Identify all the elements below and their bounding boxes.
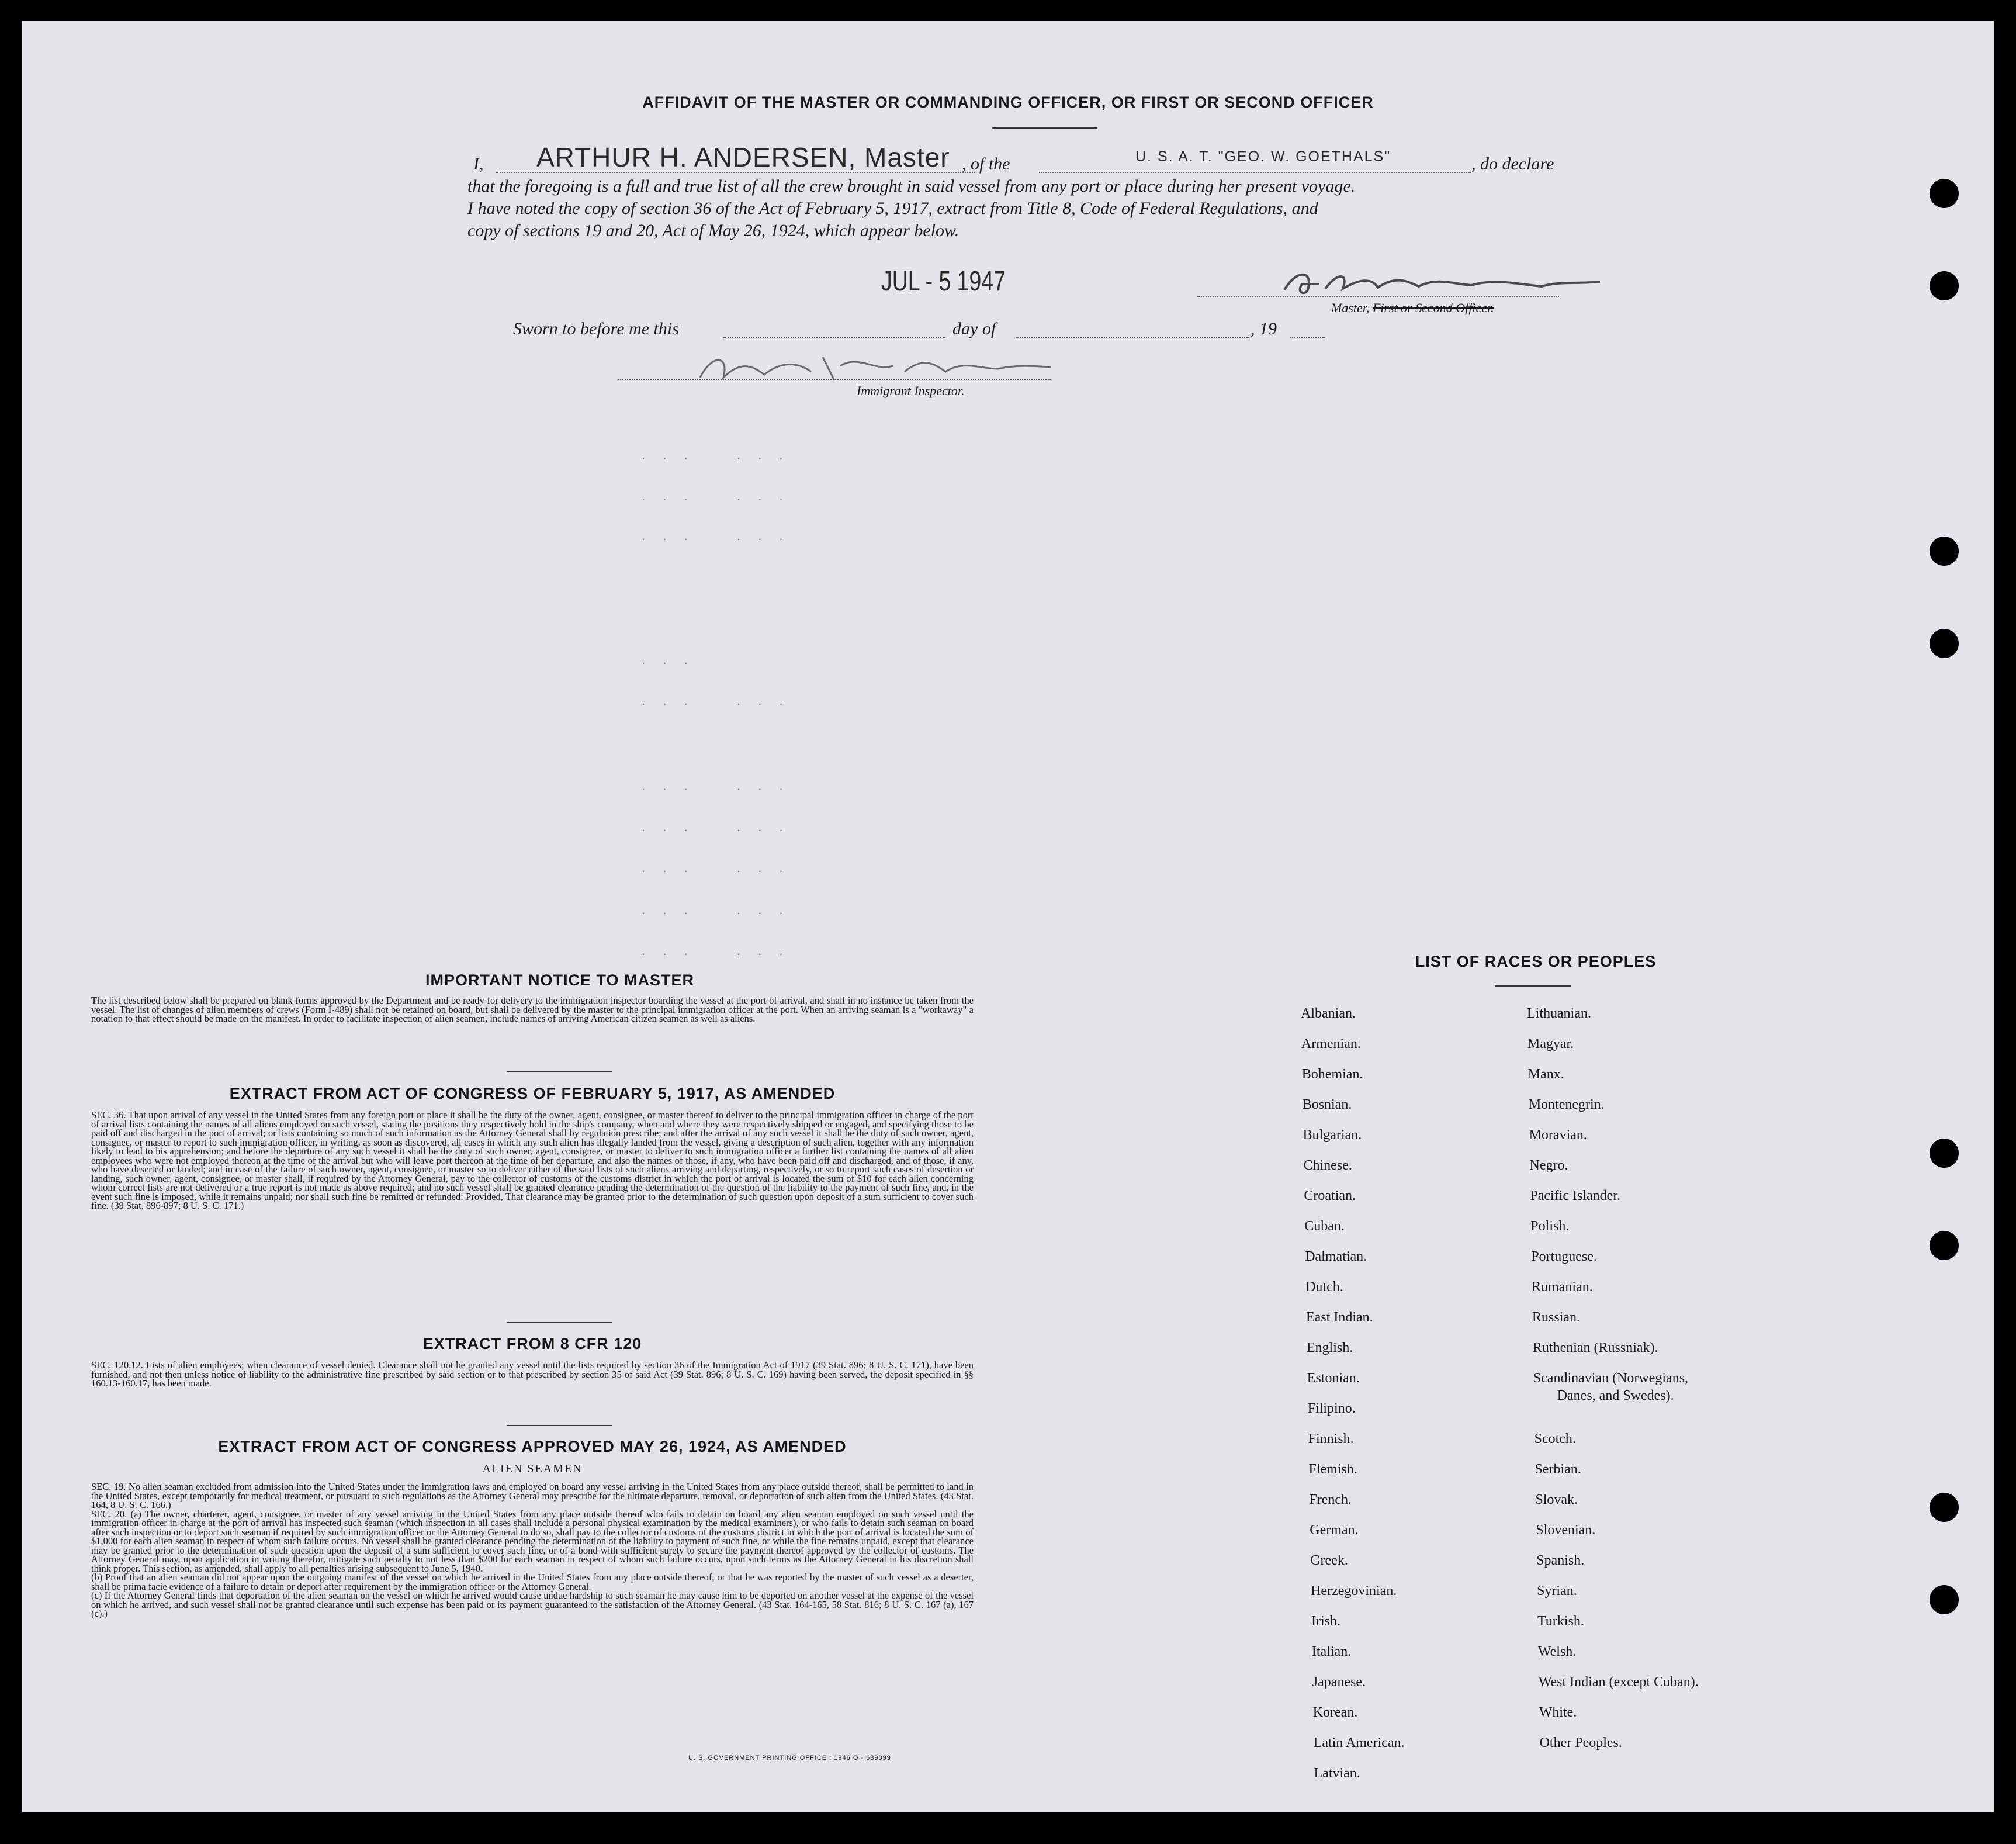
race-item: Serbian. (1534, 1462, 1581, 1477)
race-item: Other Peoples. (1539, 1735, 1622, 1750)
master-name: ARTHUR H. ANDERSEN, Master (536, 142, 950, 172)
race-item: Latvian. (1314, 1766, 1360, 1781)
race-item: German. (1310, 1523, 1359, 1538)
master-signature-line (1197, 296, 1559, 297)
notice-rule (507, 1071, 612, 1072)
extract1-title: EXTRACT FROM ACT OF CONGRESS OF FEBRUARY 5, 1917, AS AMENDED (229, 1085, 836, 1102)
race-item: Chinese. (1303, 1158, 1352, 1173)
title-rule (992, 127, 1097, 129)
race-item: Greek. (1310, 1553, 1348, 1568)
document-page (22, 21, 1994, 1812)
race-item: Moravian. (1529, 1127, 1587, 1143)
sworn-day-line (723, 337, 945, 338)
race-item: Spanish. (1536, 1553, 1585, 1568)
punch-hole-3 (1930, 537, 1959, 566)
faint-marks-1: . . . . . . (642, 448, 790, 462)
faint-marks-4: . . . (642, 652, 695, 667)
race-item: Bulgarian. (1303, 1127, 1362, 1143)
faint-marks-8: . . . . . . (642, 860, 790, 875)
year-text: , 19 (1251, 319, 1277, 338)
race-item: Scotch. (1534, 1431, 1576, 1447)
do-declare-text: , do declare (1471, 154, 1554, 174)
inspector-signature-line (618, 379, 1051, 380)
race-item: Welsh. (1537, 1644, 1577, 1659)
extract3-title: EXTRACT FROM ACT OF CONGRESS APPROVED MAY 26, 1924, AS AMENDED (218, 1438, 847, 1455)
punch-hole-4 (1930, 629, 1959, 658)
extract1-rule (507, 1322, 612, 1323)
faint-marks-7: . . . . . . (642, 819, 790, 834)
stamp-date: JUL - 5 1947 (881, 266, 1006, 297)
inspector-caption: Immigrant Inspector. (857, 383, 965, 398)
race-item: Montenegrin. (1528, 1097, 1605, 1112)
race-item: Albanian. (1301, 1006, 1356, 1021)
race-item: Polish. (1530, 1219, 1570, 1234)
punch-hole-5 (1930, 1139, 1959, 1168)
race-item: Negro. (1529, 1158, 1568, 1173)
affidavit-title: AFFIDAVIT OF THE MASTER OR COMMANDING OFFICER, OR FIRST OR SECOND OFFICER (642, 94, 1374, 111)
race-item: Lithuanian. (1527, 1006, 1591, 1021)
race-item: Bohemian. (1301, 1067, 1363, 1082)
faint-marks-9: . . . . . . (642, 902, 790, 917)
of-the-text: , of the (962, 154, 1010, 174)
punch-hole-2 (1930, 271, 1959, 300)
affidavit-line-3: I have noted the copy of section 36 of the Act of February 5, 1917, extract from Title 8, Code of Federal Regulations, and (467, 199, 1318, 218)
affidavit-i: I, (473, 154, 484, 174)
punch-hole-7 (1930, 1493, 1959, 1522)
race-item: Danes, and Swedes). (1557, 1388, 1674, 1403)
name-line (496, 172, 975, 173)
race-item: Filipino. (1307, 1401, 1356, 1416)
race-item: Scandinavian (Norwegians, (1533, 1371, 1689, 1386)
faint-marks-10: . . . . . . (642, 943, 790, 958)
master-caption-struck: First or Second Officer. (1372, 300, 1494, 315)
race-item: French. (1309, 1492, 1352, 1507)
races-title: LIST OF RACES OR PEOPLES (1415, 953, 1657, 970)
notice-body: The list described below shall be prepared on blank forms approved by the Department and be ready for delivery to the immigration inspector boarding the vessel at the port of arrival, and shall in no instance be taken from the vessel. The list of changes of alien members of crews (Form I-489) shall not be retained on board, but shall be delivered by the master to the principal immigration officer at the port. When an arriving seaman is a "workaway" a notation to that effect should be made on the manifest. In order to facilitate inspection of alien seamen, include names of arriving American citizen seamen as well as aliens. (91, 995, 974, 1024)
faint-marks-2: . . . . . . (642, 489, 790, 503)
race-item: Flemish. (1308, 1462, 1357, 1477)
race-item: Estonian. (1307, 1371, 1360, 1386)
extract3-subtitle: ALIEN SEAMEN (482, 1462, 583, 1475)
race-item: Slovak. (1535, 1492, 1578, 1507)
day-of-text: day of (952, 319, 996, 338)
sworn-month-line (1016, 337, 1249, 338)
notice-title: IMPORTANT NOTICE TO MASTER (425, 971, 694, 989)
race-item: Korean. (1312, 1705, 1358, 1720)
extract2-body: SEC. 120.12. Lists of alien employees; when clearance of vessel denied. Clearance shall not be granted any vessel until the lists required by section 36 of the Immigration Act of 1917 (39 Stat. 896; 8 U. S. C. 171), have been furnished, and not then unless notice of liability to the administrative fine prescribed by said section or to that prescribed by section 35 of said Act (39 Stat. 896; 8 U. S. C. 169) having been served, the deposit specified in §§ 160.13-160.17, has been made. (91, 1359, 974, 1389)
race-item: Cuban. (1304, 1219, 1345, 1234)
race-item: Finnish. (1308, 1431, 1354, 1447)
punch-hole-6 (1930, 1231, 1959, 1260)
race-item: Turkish. (1537, 1614, 1584, 1629)
affidavit-line-4: copy of sections 19 and 20, Act of May 26, 1924, which appear below. (467, 221, 959, 240)
faint-marks-5: . . . . . . (642, 693, 790, 708)
extract2-title: EXTRACT FROM 8 CFR 120 (422, 1335, 642, 1352)
faint-marks-3: . . . . . . (642, 528, 790, 543)
race-item: West Indian (except Cuban). (1538, 1675, 1699, 1690)
race-item: Dutch. (1305, 1279, 1343, 1295)
extract2-rule (507, 1425, 612, 1426)
race-item: Armenian. (1301, 1036, 1361, 1051)
race-item: White. (1539, 1705, 1577, 1720)
race-item: Latin American. (1313, 1735, 1405, 1750)
vessel-name: U. S. A. T. "GEO. W. GOETHALS" (1135, 148, 1391, 165)
punch-hole-1 (1930, 179, 1959, 208)
race-item: Dalmatian. (1305, 1249, 1367, 1264)
race-item: Italian. (1311, 1644, 1352, 1659)
race-item: Manx. (1527, 1067, 1564, 1082)
races-rule (1495, 985, 1571, 987)
printer-line: U. S. GOVERNMENT PRINTING OFFICE : 1946 O - 689099 (688, 1755, 891, 1762)
affidavit-line-2: that the foregoing is a full and true list of all the crew brought in said vessel from any port or place during her present voyage. (467, 177, 1356, 196)
race-item: East Indian. (1306, 1310, 1373, 1325)
race-item: Russian. (1532, 1310, 1581, 1325)
race-item: Herzegovinian. (1311, 1583, 1397, 1599)
race-item: Irish. (1311, 1614, 1340, 1629)
master-caption-text: Master, (1331, 300, 1370, 315)
race-item: Syrian. (1537, 1583, 1577, 1599)
punch-hole-8 (1930, 1585, 1959, 1614)
faint-marks-6: . . . . . . (642, 779, 790, 793)
race-item: Slovenian. (1536, 1523, 1596, 1538)
sworn-year-line (1290, 337, 1325, 338)
race-item: Pacific Islander. (1530, 1188, 1620, 1203)
race-item: Ruthenian (Russniak). (1532, 1340, 1658, 1355)
race-item: Croatian. (1304, 1188, 1356, 1203)
sworn-text: Sworn to before me this (513, 319, 679, 338)
race-item: Portuguese. (1531, 1249, 1597, 1264)
extract1-body: SEC. 36. That upon arrival of any vessel in the United States from any foreign port or place it shall be the duty of the owner, agent, consignee, or master thereof to deliver to the principal immigration officer in charge of the port of arrival lists containing the names of all aliens employed on such vessel, stating the positions they respectively hold in the ship's company, when and where they were respectively shipped or engaged, and specifying those to be paid off and discharged in the port of arrival; or lists containing so much of such information as the Attorney General shall by regulation prescribe; and after the arrival of any such vessel it shall be the duty of such owner, agent, consignee, or master to report to such immigration officer, in writing, as soon as discovered, all cases in which any such alien has illegally landed from the vessel, giving a description of such alien, together with any information likely to lead to his apprehension; and before the departure of any such vessel it shall be the duty of such owner, agent, consignee, or master to deliver to such immigration officer a further list containing the names of all alien employees who were not employed thereon at the time of the arrival but who will leave port thereon at the time of her departure, and also the names of those, if any, who have been paid off and discharged, and of those, if any, who have deserted or landed; and in case of the failure of such owner, agent, consignee, or master so to deliver either of the said lists of such aliens arriving and departing, respectively, or so to report such cases of desertion or landing, such owner, agent, consignee, or master shall, if required by the Attorney General, pay to the collector of customs of the customs district in which the port of arrival is located the sum of $10 for each alien concerning whom correct lists are not delivered or a true report is not made as above required; and no such vessel shall be granted clearance pending the determination of the question of the liability to the payment of such fine, and, in the event such fine is imposed, while it remains unpaid; nor shall such fine be remitted or refunded: Provided, That clearance may be granted prior to the determination of such question upon deposit of a sum sufficient to cover such fine. (39 Stat. 896-897; 8 U. S. C. 171.) (91, 1109, 974, 1211)
race-item: Bosnian. (1302, 1097, 1352, 1112)
race-item: Japanese. (1312, 1675, 1366, 1690)
race-item: English. (1306, 1340, 1353, 1355)
race-item: Rumanian. (1532, 1279, 1593, 1295)
race-item: Magyar. (1527, 1036, 1574, 1051)
vessel-line (1039, 172, 1471, 173)
master-caption (1331, 300, 1494, 316)
extract3-body: SEC. 19. No alien seaman excluded from admission into the United States under the immigration laws and employed on board any vessel arriving in the United States from any place outside thereof, shall be permitted to land in the United States, except temporarily for medical treatment, or pursuant to such regulations as the Attorney General may prescribe for the ultimate departure, removal, or deportation of such alien from the United States. (43 Stat. 164, 8 U. S. C. 166.) SEC. 20. (a) The owner, charterer, agent, consignee, or master of any vessel arriving in the United States from any place outside thereof who fails to detain on board any alien seaman employed on such vessel until the immigration officer in charge at the port of arrival has inspected such seaman (which inspection in all cases shall include a personal physical examination by the medical examiners), or who fails to detain such seaman on board after such inspection or to deport such seaman if required by such immigration officer or the Attorney General to do so, shall pay to the collector of customs of the customs district in which the port of arrival is located the sum of $1,000 for each alien seaman in respect of whom such failure occurs. No vessel shall be granted clearance pending the determination of the liability to payment of such fine, or while the fine remains unpaid, except that clearance may be granted prior to the determination of such question upon the deposit of a sum sufficient to cover such fine, or of a bond with sufficient surety to secure the payment thereof approved by the collector of customs. The Attorney General may, upon application in writing therefor, mitigate such penalty to not less than $200 for each seaman in respect of whom such failure occurs, upon such terms as the Attorney General in his discretion shall think proper. This section, as amended, shall apply to all penalties arising subsequent to June 5, 1940. (b) Proof that an alien seaman did not appear upon the outgoing manifest of the vessel on which he arrived in the United States from any place outside thereof, or that he was reported by the master of such vessel as a deserter, shall be prima facie evidence of a failure to detain or deport after requirement by the immigration officer or the Attorney General. (c) If the Attorney General finds that deportation of the alien seaman on the vessel on which he arrived would cause undue hardship to such seaman he may cause him to be deported on another vessel at the expense of the vessel on which he arrived, and such vessel shall not be granted clearance until such expense has been paid or its payment guaranteed to the satisfaction of the Attorney General. (43 Stat. 164-165, 58 Stat. 816; 8 U. S. C. 167 (a), 167 (c).) (91, 1481, 974, 1619)
